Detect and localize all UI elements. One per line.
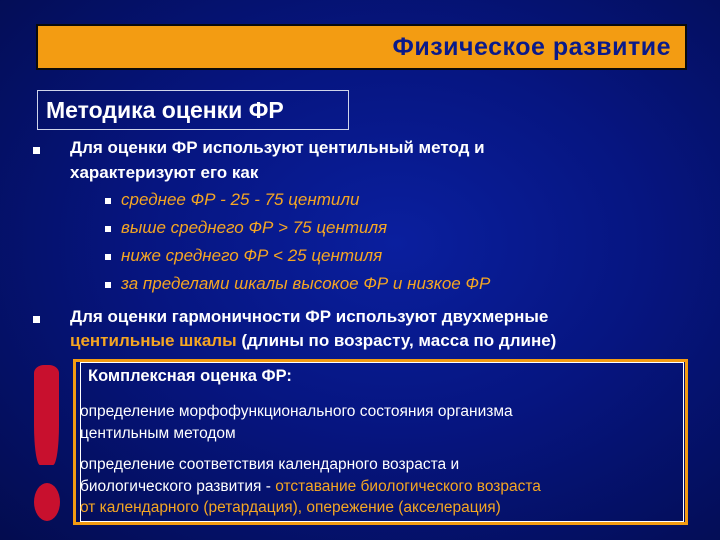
bullet-square-icon	[33, 316, 40, 323]
section-subtitle: Методика оценки ФР	[46, 96, 284, 123]
slide-title: Физическое развитие	[392, 32, 671, 61]
bullet1-line1-text: Для оценки ФР используют центильный метод	[70, 138, 470, 157]
bullet2-line2	[70, 331, 556, 351]
sub-bullet-icon	[105, 226, 111, 232]
panel-item2-line1: определение соответствия календарного возраста и	[80, 456, 460, 473]
subitem-2: выше среднего ФР > 75 центиля	[121, 218, 388, 237]
subtitle-box	[37, 90, 349, 130]
panel-heading: Комплексная оценка ФР:	[88, 367, 292, 385]
panel-item2-line3: от календарного (ретардация), опережение (акселерация)	[80, 499, 501, 516]
bullet2-rest: (длины по возрасту, масса по длине)	[236, 331, 557, 350]
subitem-4: за пределами шкалы высокое ФР и низкое ФР	[121, 274, 491, 293]
bullet1-line2: характеризуют его как	[70, 163, 259, 182]
sub-bullet-icon	[105, 282, 111, 288]
panel-item1-line1: определение морфофункционального состояния организма	[80, 403, 513, 420]
exclamation-dot-icon	[34, 483, 60, 521]
bullet2-highlight: центильные шкалы	[70, 331, 237, 350]
panel-item1-line2: центильным методом	[80, 425, 236, 442]
subitem-3: ниже среднего ФР < 25 центиля	[121, 246, 383, 265]
sub-bullet-icon	[105, 198, 111, 204]
sub-bullet-icon	[105, 254, 111, 260]
bullet-square-icon	[33, 147, 40, 154]
title-bar	[36, 24, 687, 70]
bullet1-line1	[70, 138, 485, 158]
panel-item2-line2-text: биологического развития -	[80, 478, 276, 495]
panel-item2-line2	[80, 478, 541, 496]
bullet2-line1: Для оценки гармоничности ФР используют двухмерные	[70, 307, 549, 326]
bullet1-line1-end: и	[469, 138, 485, 157]
subitem-1: среднее ФР - 25 - 75 центили	[121, 190, 360, 209]
panel-item2-highlight: отставание биологического возраста	[275, 478, 541, 495]
exclamation-bar-icon	[34, 365, 59, 465]
